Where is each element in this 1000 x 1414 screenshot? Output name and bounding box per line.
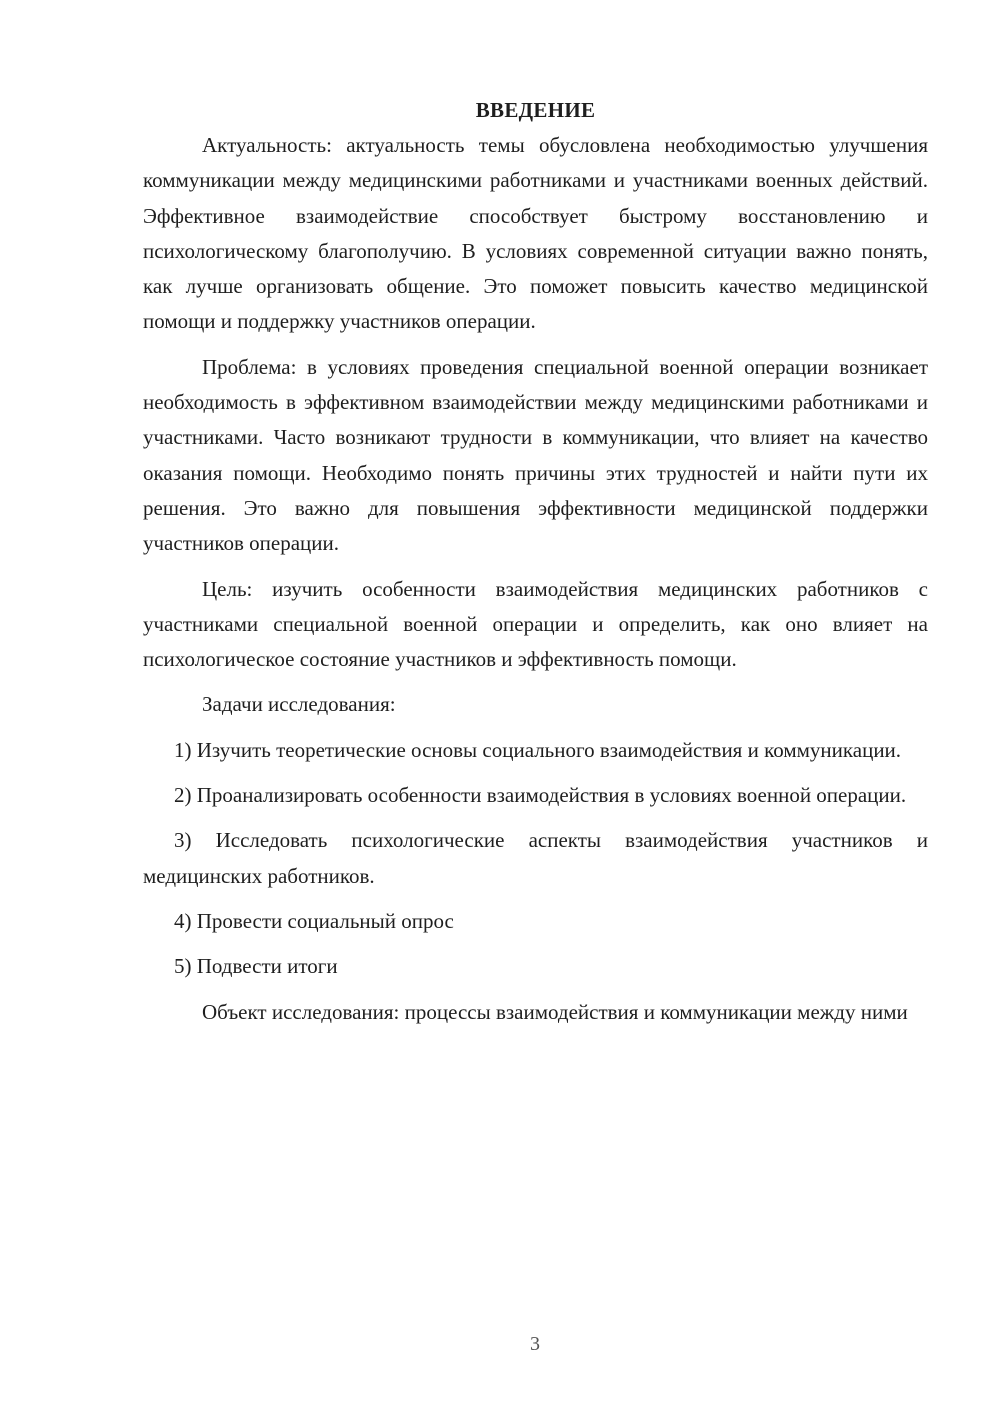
document-heading: ВВЕДЕНИЕ [475, 98, 596, 122]
task-item-2: 2) Проанализировать особенности взаимодействия в условиях военной операции. [174, 783, 907, 808]
paragraph-goal: Цель: изучить особенности взаимодействия медицинских работников с участниками специальной военной операции и определить, как оно влияет на психологическое состояние участников и эффективность помощи. [143, 576, 928, 672]
task-item-3: 3) Исследовать психологические аспекты взаимодействия участников и медицинских работников. [143, 828, 928, 888]
task-item-5: 5) Подвести итоги [174, 954, 338, 979]
page-number: 3 [530, 1333, 540, 1355]
paragraph-relevance: Актуальность: актуальность темы обусловлена необходимостью улучшения коммуникации между медицинскими работниками и участниками военных действий. Эффективное взаимодействие способствует быстрому восстановлению и психологическому благополучию. В условиях современной ситуации важно понять, как лучше организовать общение. Это поможет повысить качество медицинской помощи и поддержку участников операции. [143, 133, 928, 334]
task-item-4: 4) Провести социальный опрос [174, 908, 454, 933]
tasks-title: Задачи исследования: [202, 692, 396, 717]
paragraph-object: Объект исследования: процессы взаимодействия и коммуникации между ними [202, 999, 908, 1024]
document-page [143, 93, 928, 1030]
paragraph-problem: Проблема: в условиях проведения специальной военной операции возникает необходимость в эффективном взаимодействии между медицинскими работниками и участниками. Часто возникают трудности в коммуникации, что влияет на качество оказания помощи. Необходимо понять причины этих трудностей и найти пути их решения. Это важно для повышения эффективности медицинской поддержки участников операции. [143, 354, 928, 556]
task-item-1: 1) Изучить теоретические основы социального взаимодействия и коммуникации. [174, 737, 902, 762]
